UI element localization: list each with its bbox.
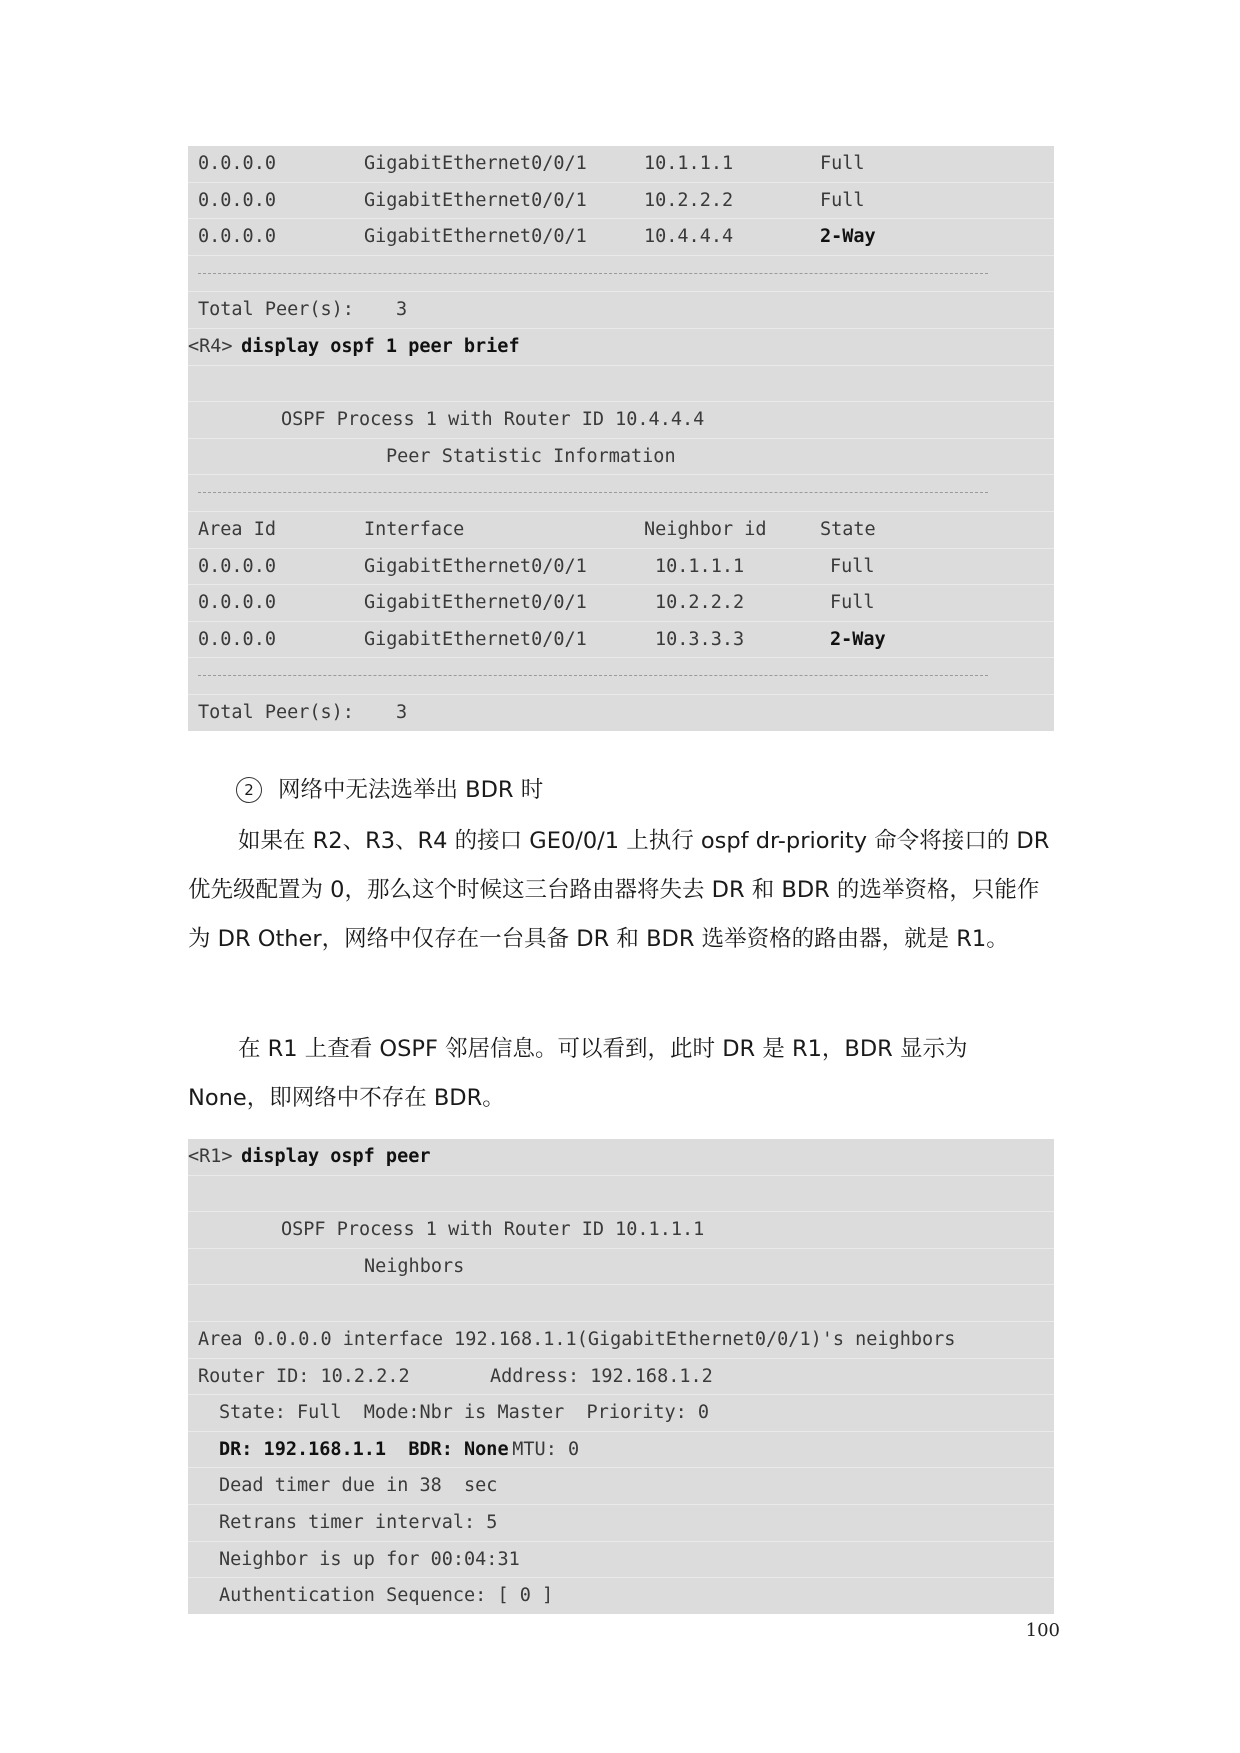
- state-cell: Full: [830, 555, 875, 577]
- process-text: OSPF Process 1 with Router ID 10.4.4.4: [281, 409, 705, 431]
- process-text: OSPF Process 1 with Router ID 10.1.1.1: [281, 1219, 705, 1241]
- command-line: [188, 329, 1054, 366]
- state-cell: 2-Way: [820, 226, 876, 248]
- state-line: [188, 1395, 1054, 1432]
- state-text: State: Full Mode:Nbr is Master Priority: 0: [219, 1402, 710, 1424]
- state-cell: 2-Way: [830, 628, 886, 650]
- neighbor-up-line: [188, 1542, 1054, 1579]
- area-header: Area Id: [198, 518, 276, 540]
- state-cell: Full: [820, 153, 865, 174]
- neighbor-cell: 10.2.2.2: [644, 189, 734, 211]
- prompt: <R4>: [188, 335, 233, 357]
- circled-number: 2: [236, 777, 262, 803]
- total-line: [188, 695, 1054, 731]
- paragraph-1: 如果在 R2、R3、R4 的接口 GE0/0/1 上执行 ospf dr-priority 命令将接口的 DR 优先级配置为 0，那么这个时候这三台路由器将失去 DR 和 BDR 的选举资格，只能作为 DR Other，网络中仅存在一台具备 DR 和 BDR 选举资格的路由器，就是 R1。: [188, 828, 1050, 952]
- retrans-text: Retrans timer interval: 5: [219, 1511, 498, 1533]
- area-line: [188, 1322, 1054, 1359]
- peer-row: [188, 549, 1054, 586]
- area-cell: 0.0.0.0: [198, 628, 276, 650]
- state-header: State: [820, 518, 876, 540]
- peer-row: [188, 219, 1054, 256]
- peer-row: [188, 622, 1054, 659]
- blank-line: [188, 1285, 1054, 1322]
- interface-header: Interface: [364, 518, 465, 540]
- total-label: Total Peer(s):: [198, 701, 354, 723]
- neighbor-header: Neighbor id: [644, 518, 767, 540]
- section-heading: [236, 770, 543, 810]
- total-value: 3: [396, 701, 408, 723]
- code-block-r1: [188, 1139, 1054, 1614]
- dashed-rule: [198, 492, 988, 493]
- separator-line: [188, 658, 1054, 695]
- dr-bdr-text: DR: 192.168.1.1 BDR: None: [219, 1438, 509, 1460]
- separator-line: [188, 256, 1054, 293]
- area-cell: 0.0.0.0: [198, 226, 276, 248]
- area-cell: 0.0.0.0: [198, 555, 276, 577]
- stat-text: Peer Statistic Information: [386, 445, 676, 467]
- dead-timer-text: Dead timer due in 38 sec: [219, 1475, 498, 1497]
- retrans-line: [188, 1505, 1054, 1542]
- command-line: [188, 1139, 1054, 1176]
- process-line: [188, 1212, 1054, 1249]
- neighbor-cell: 10.3.3.3: [655, 628, 745, 650]
- neighbor-cell: 10.1.1.1: [644, 153, 734, 174]
- router-line: [188, 1359, 1054, 1396]
- total-value: 3: [396, 299, 408, 321]
- area-cell: 0.0.0.0: [198, 592, 276, 614]
- paragraph-2: 在 R1 上查看 OSPF 邻居信息。可以看到，此时 DR 是 R1，BDR 显示为 None，即网络中不存在 BDR。: [188, 1036, 968, 1111]
- dashed-rule: [198, 273, 988, 274]
- peer-row: [188, 146, 1054, 183]
- neighbors-line: [188, 1249, 1054, 1286]
- dead-timer-line: [188, 1468, 1054, 1505]
- dashed-rule: [198, 675, 988, 676]
- interface-cell: GigabitEthernet0/0/1: [364, 189, 587, 211]
- area-cell: 0.0.0.0: [198, 153, 276, 174]
- auth-line: [188, 1578, 1054, 1614]
- address: Address: 192.168.1.2: [490, 1365, 713, 1387]
- area-text: Area 0.0.0.0 interface 192.168.1.1(GigabitEthernet0/0/1)'s neighbors: [198, 1328, 956, 1350]
- auth-text: Authentication Sequence: [ 0 ]: [219, 1585, 554, 1607]
- state-cell: Full: [820, 189, 865, 211]
- neighbor-cell: 10.4.4.4: [644, 226, 734, 248]
- command: display ospf 1 peer brief: [230, 335, 520, 357]
- command: display ospf peer: [230, 1146, 431, 1167]
- interface-cell: GigabitEthernet0/0/1: [364, 592, 587, 614]
- peer-row: [188, 183, 1054, 220]
- blank-line: [188, 1176, 1054, 1213]
- stat-line: [188, 439, 1054, 476]
- state-cell: Full: [830, 592, 875, 614]
- router-id: Router ID: 10.2.2.2: [198, 1365, 410, 1387]
- neighbor-up-text: Neighbor is up for 00:04:31: [219, 1548, 520, 1570]
- mtu-text: MTU: 0: [490, 1438, 580, 1460]
- neighbors-label: Neighbors: [364, 1255, 465, 1277]
- interface-cell: GigabitEthernet0/0/1: [364, 628, 587, 650]
- total-line: [188, 292, 1054, 329]
- page-number: 100: [1025, 1620, 1060, 1641]
- dr-line: [188, 1432, 1054, 1469]
- separator-line: [188, 475, 1054, 512]
- section-heading-text: 网络中无法选举出 BDR 时: [278, 777, 544, 803]
- interface-cell: GigabitEthernet0/0/1: [364, 226, 587, 248]
- peer-row: [188, 585, 1054, 622]
- process-line: [188, 402, 1054, 439]
- neighbor-cell: 10.1.1.1: [655, 555, 745, 577]
- header-row: [188, 512, 1054, 549]
- neighbor-cell: 10.2.2.2: [655, 592, 745, 614]
- area-cell: 0.0.0.0: [198, 189, 276, 211]
- interface-cell: GigabitEthernet0/0/1: [364, 153, 587, 174]
- code-block-r4: [188, 146, 1054, 731]
- interface-cell: GigabitEthernet0/0/1: [364, 555, 587, 577]
- total-label: Total Peer(s):: [198, 299, 354, 321]
- blank-line: [188, 366, 1054, 403]
- prompt: <R1>: [188, 1146, 233, 1167]
